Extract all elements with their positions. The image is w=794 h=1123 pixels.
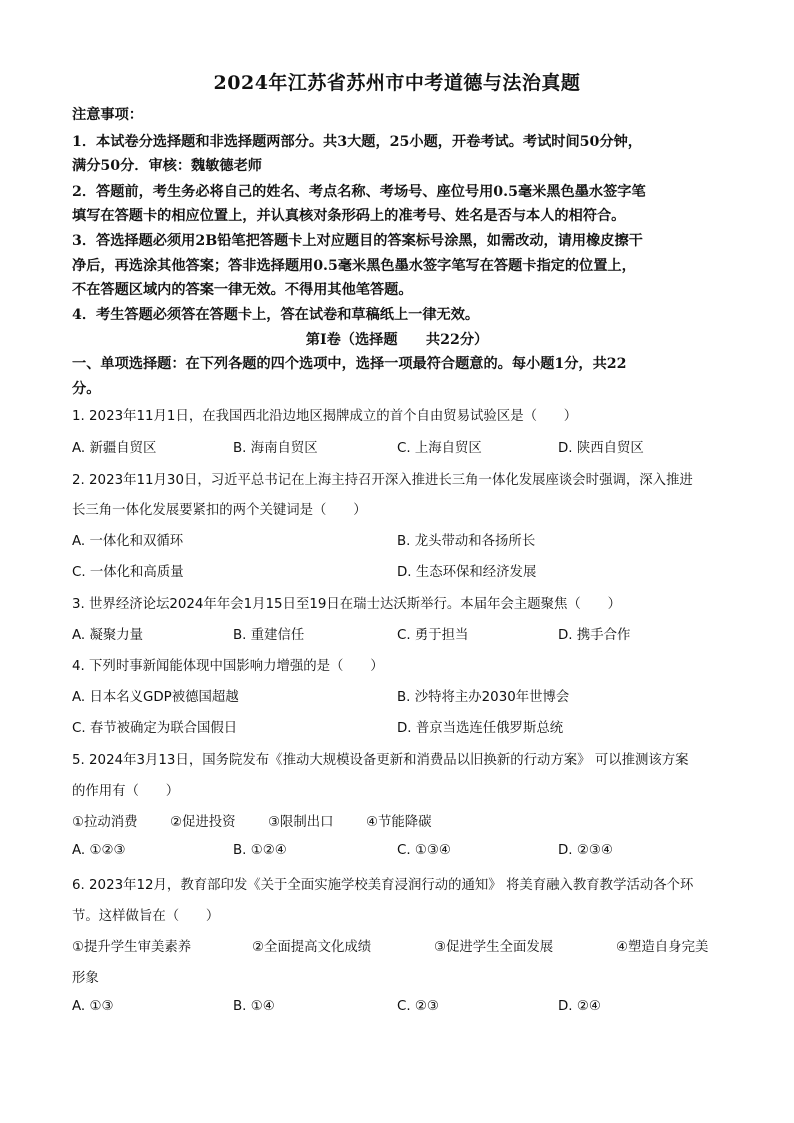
notice-line: 满分50分．审核：魏敏德老师 bbox=[72, 158, 262, 174]
q5-item-2: ②促进投资 bbox=[170, 815, 236, 830]
notice-heading: 注意事项： bbox=[72, 107, 143, 123]
q6-item-4: ④塑造自身完美 bbox=[616, 940, 709, 955]
q2-option-b: B. 龙头带动和各扬所长 bbox=[397, 534, 536, 549]
notice-line: 净后，再选涂其他答案；答非选择题用0.5毫米黑色墨水签字笔写在答题卡指定的位置上， bbox=[72, 258, 636, 274]
q6-item-1: ①提升学生审美素养 bbox=[72, 940, 192, 955]
q3-option-a: A. 凝聚力量 bbox=[72, 628, 143, 643]
part-heading: 第Ⅰ卷（选择题 共22分） bbox=[305, 332, 489, 348]
notice-line: 4．考生答题必须答在答题卡上，答在试卷和草稿纸上一律无效。 bbox=[72, 307, 480, 323]
section-heading: 一、单项选择题：在下列各题的四个选项中，选择一项最符合题意的。每小题1分，共22 bbox=[72, 356, 627, 372]
question-4-stem: 4. 下列时事新闻能体现中国影响力增强的是（ ） bbox=[72, 659, 384, 674]
q5-item-1: ①拉动消费 bbox=[72, 815, 138, 830]
q5-option-b: B. ①②④ bbox=[233, 843, 287, 858]
q1-option-d: D. 陕西自贸区 bbox=[558, 441, 644, 456]
exam-title: 2024年江苏省苏州市中考道德与法治真题 bbox=[213, 72, 581, 94]
question-2-stem-cont: 长三角一体化发展要紧扣的两个关键词是（ ） bbox=[72, 503, 367, 518]
question-5-stem: 5. 2024年3月13日，国务院发布《推动大规模设备更新和消费品以旧换新的行动方案》 可以推测该方案 bbox=[72, 753, 689, 768]
q5-option-c: C. ①③④ bbox=[397, 843, 451, 858]
section-heading-cont: 分。 bbox=[72, 381, 101, 397]
notice-line: 不在答题区域内的答案一律无效。不得用其他笔答题。 bbox=[72, 282, 413, 298]
question-1-stem: 1. 2023年11月1日，在我国西北沿边地区揭牌成立的首个自由贸易试验区是（ ） bbox=[72, 409, 578, 424]
q6-item-4-cont: 形象 bbox=[72, 971, 99, 986]
question-6-stem-cont: 节。这样做旨在（ ） bbox=[72, 909, 220, 924]
question-3-stem: 3. 世界经济论坛2024年年会1月15日至19日在瑞士达沃斯举行。本届年会主题聚焦（ ） bbox=[72, 597, 621, 612]
q5-item-3: ③限制出口 bbox=[268, 815, 334, 830]
q4-option-c: C. 春节被确定为联合国假日 bbox=[72, 721, 238, 736]
q5-option-d: D. ②③④ bbox=[558, 843, 613, 858]
q3-option-b: B. 重建信任 bbox=[233, 628, 305, 643]
q6-option-a: A. ①③ bbox=[72, 999, 114, 1014]
q5-option-a: A. ①②③ bbox=[72, 843, 126, 858]
q1-option-b: B. 海南自贸区 bbox=[233, 441, 318, 456]
question-5-stem-cont: 的作用有（ ） bbox=[72, 784, 180, 799]
q4-option-b: B. 沙特将主办2030年世博会 bbox=[397, 690, 570, 705]
q2-option-c: C. 一体化和高质量 bbox=[72, 565, 184, 580]
notice-line: 2．答题前，考生务必将自己的姓名、考点名称、考场号、座位号用0.5毫米黑色墨水签字笔 bbox=[72, 184, 646, 200]
notice-line: 1．本试卷分选择题和非选择题两部分。共3大题，25小题，开卷考试。考试时间50分钟， bbox=[72, 134, 642, 150]
q4-option-a: A. 日本名义GDP被德国超越 bbox=[72, 690, 239, 705]
q6-option-d: D. ②④ bbox=[558, 999, 601, 1014]
q3-option-c: C. 勇于担当 bbox=[397, 628, 469, 643]
q2-option-a: A. 一体化和双循环 bbox=[72, 534, 184, 549]
question-2-stem: 2. 2023年11月30日，习近平总书记在上海主持召开深入推进长三角一体化发展座谈会时强调，深入推进 bbox=[72, 473, 693, 488]
q1-option-a: A. 新疆自贸区 bbox=[72, 441, 157, 456]
q3-option-d: D. 携手合作 bbox=[558, 628, 631, 643]
notice-line: 3．答选择题必须用2B铅笔把答题卡上对应题目的答案标号涂黑，如需改动，请用橡皮擦干 bbox=[72, 233, 643, 249]
q2-option-d: D. 生态环保和经济发展 bbox=[397, 565, 537, 580]
question-6-stem: 6. 2023年12月，教育部印发《关于全面实施学校美育浸润行动的通知》 将美育融入教育教学活动各个环 bbox=[72, 878, 694, 893]
q4-option-d: D. 普京当选连任俄罗斯总统 bbox=[397, 721, 564, 736]
q6-item-2: ②全面提高文化成绩 bbox=[252, 940, 372, 955]
q6-option-c: C. ②③ bbox=[397, 999, 439, 1014]
q5-item-4: ④节能降碳 bbox=[366, 815, 432, 830]
q1-option-c: C. 上海自贸区 bbox=[397, 441, 482, 456]
notice-line: 填写在答题卡的相应位置上，并认真核对条形码上的准考号、姓名是否与本人的相符合。 bbox=[72, 208, 626, 224]
q6-item-3: ③促进学生全面发展 bbox=[434, 940, 554, 955]
q6-option-b: B. ①④ bbox=[233, 999, 275, 1014]
